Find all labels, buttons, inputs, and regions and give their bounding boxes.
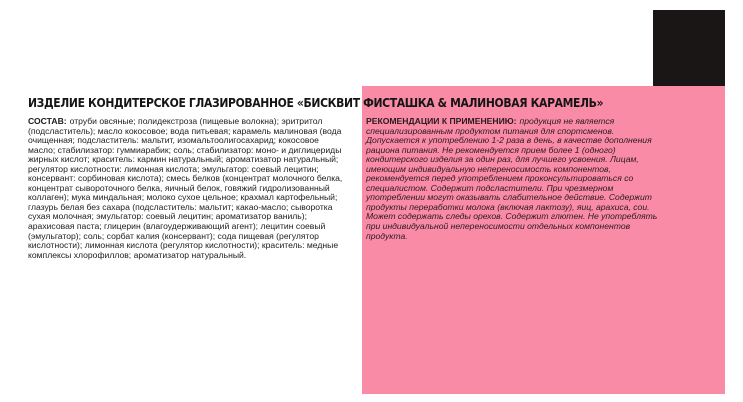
composition-label: СОСТАВ: bbox=[28, 116, 67, 126]
black-corner-block bbox=[653, 10, 725, 86]
product-title: ИЗДЕЛИЕ КОНДИТЕРСКОЕ ГЛАЗИРОВАННОЕ «БИСКВИТ ФИСТАШКА & МАЛИНОВАЯ КАРАМЕЛЬ» bbox=[28, 96, 604, 110]
composition-text bbox=[28, 117, 346, 260]
recommendations-body: продукция не является специализированным продуктом питания для спортсменов. Допускается к употреблению 1-2 раза в день, в качестве дополнения рациона питания. Не рекомендуется прием более 1 (одного) кондитерского изделия за один раз, для лучшего усвоения. Лицам, имеющим индивидуальную непереносимость компонентов, рекомендуется перед употреблением проконсультироваться со специалистом. Содержит подсластители. При чрезмерном употреблении могут оказывать слабительное действие. Содержит продукты переработки молока (включая лактозу), яиц, арахиса, сои. Может содержать следы орехов. Содержит глютен. Не употреблять при индивидуальной непереносимости отдельных компонентов продукта. bbox=[366, 116, 658, 241]
recommendations-text bbox=[366, 117, 658, 241]
composition-body: отруби овсяные; полидекстроза (пищевые волокна); эритритол (подсластитель); масло кокосовое; вода питьевая; карамель малиновая (вода очищенная; подсластитель: мальтит, изомальтоолигосахарид; кокосовое масло; стабилизатор: гуммиарабик; соль; стабилизатор: моно- и диглицериды жирных кислот; краситель: кармин натуральный; ароматизатор натуральный; регулятор кислотности: лимонная кислота; эмульгатор: соевый лецитин; консервант: сорбиновая кислота); смесь белков (концентрат молочного белка, концентрат сывороточного белка, яичный белок, говяжий гидролизованный коллаген); мука миндальная; молоко сухое цельное; крахмал картофельный; глазурь белая без сахара (подсластитель: мальтит; какао-масло; сыворотка сухая молочная; эмульгатор: соевый лецитин; ароматизатор ваниль); арахисовая паста; глицерин (влагоудерживающий агент); лецитин соевый (эмульгатор); соль; сорбат калия (консервант); сода пищевая (регулятор кислотности); лимонная кислота (регулятор кислотности); краситель: медные комплексы хлорофиллов; ароматизатор натуральный. bbox=[28, 116, 343, 260]
recommendations-label: РЕКОМЕНДАЦИИ К ПРИМЕНЕНИЮ: bbox=[366, 116, 517, 126]
